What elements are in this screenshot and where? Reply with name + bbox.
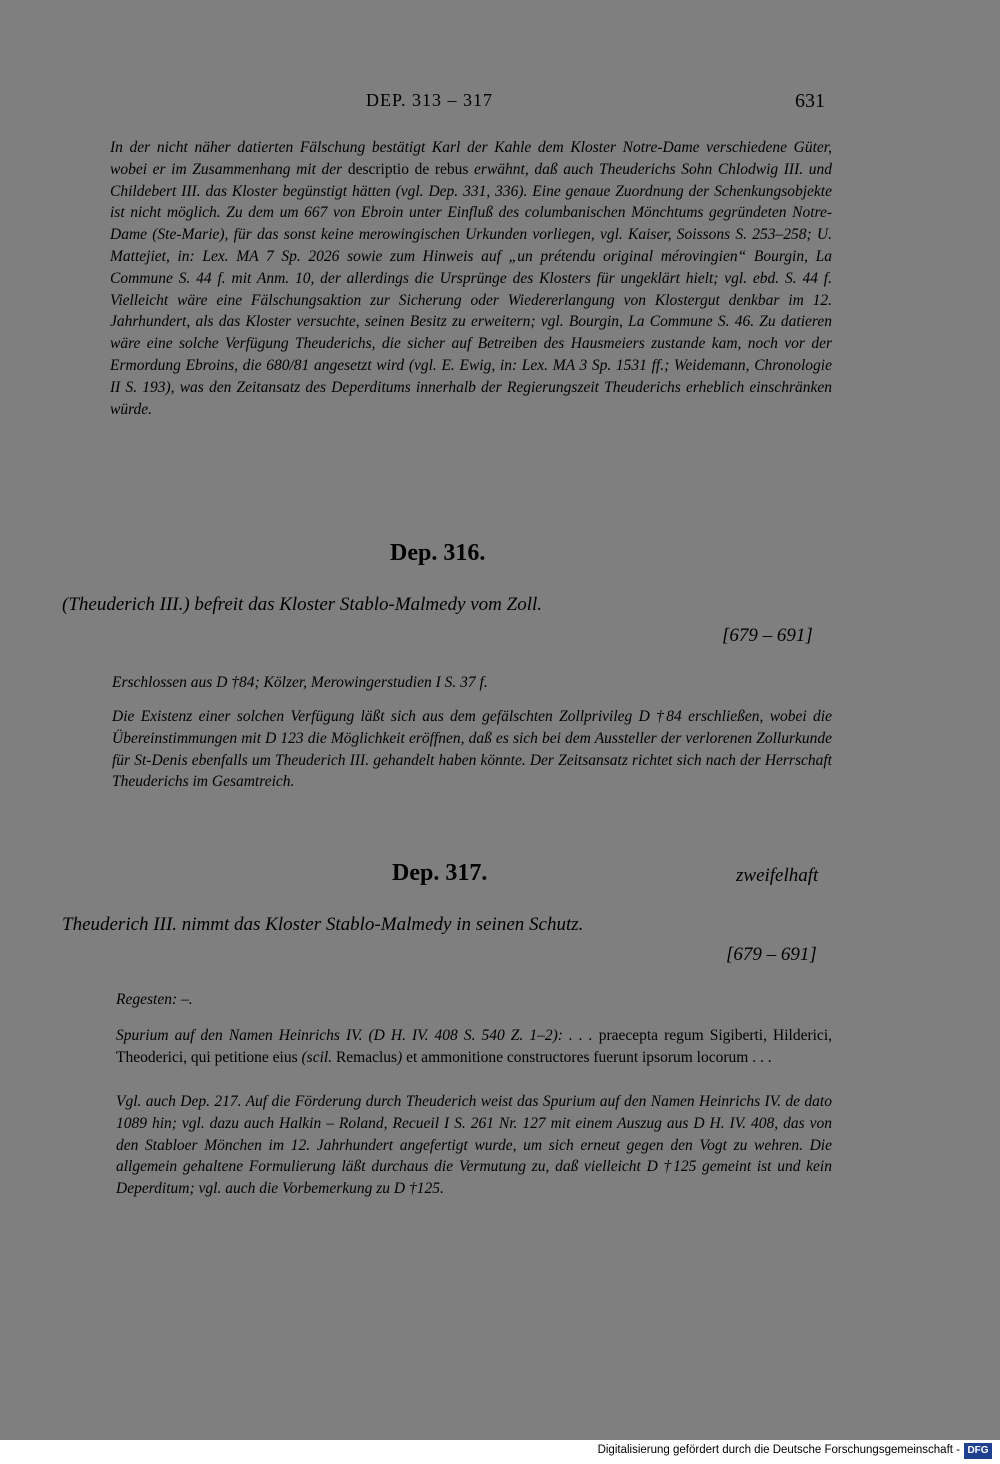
heading-dep-316: Dep. 316. (390, 540, 486, 566)
qualifier-dep-317: zweifelhaft (736, 865, 819, 886)
spurium-quote-dep-317 (116, 1025, 832, 1069)
regesten-note-dep-317: Regesten: –. (116, 991, 193, 1008)
source-note-dep-316: Erschlossen aus D †84; Kölzer, Merowingerstudien I S. 37 f. (112, 674, 488, 691)
commentary-line-2a: verschiedene Güter, wobei er im Zusammenhang mit der (110, 139, 832, 178)
dfg-logo[interactable]: DFG (964, 1443, 992, 1459)
running-title: DEP. 313 – 317 (366, 90, 494, 110)
date-dep-316: [679 – 691] (722, 625, 813, 646)
spurium-intro: Spurium auf den Namen Heinrichs IV. (D H. IV. 408 S. 540 Z. 1–2): . . . (116, 1027, 599, 1044)
descriptio-de-rebus: descriptio de rebus (347, 160, 469, 178)
date-dep-317: [679 – 691] (726, 944, 817, 965)
regest-dep-317: Theuderich III. nimmt das Kloster Stablo-Malmedy in seinen Schutz. (62, 914, 584, 935)
commentary-line-1: In der nicht näher datierten Fälschung bestätigt Karl der Kahle dem Kloster Notre-Dame (110, 139, 700, 156)
spurium-latin-2: et ammonitione constructores fuerunt ipsorum locorum . . . (402, 1048, 772, 1066)
commentary-line-2c: erwähnt, daß auch (468, 160, 594, 178)
commentary-rest: Theuderichs Sohn Chlodwig III. und Childebert III. das Kloster begünstigt hätten (vgl. Dep. 331, 336). Eine genaue Zuordnung der Schenkungsobjekte ist nicht möglich. Zu dem um 667 von Ebroin unter Einfluß des columbanischen Mönchtums gegründeten Notre-Dame (Ste-Marie), für das sonst keine merowingischen Urkunden vorliegen, vgl. Kaiser, Soissons S. 253–258; U. Mattejiet, in: Lex. MA 7 Sp. 2026 sowie zum Hinweis auf „un prétendu original mérovingien“ Bourgin, La Commune S. 44 f. mit Anm. 10, der allerdings die Ursprünge des Klosters für ungeklärt hielt; vgl. ebd. S. 44 f. Vielleicht wäre eine Fälschungsaktion zur Sicherung oder Wiedererlangung von Klostergut denkbar im 12. Jahrhundert, als das Kloster versuchte, seinen Besitz zu erweitern; vgl. Bourgin, La Commune S. 46. Zu datieren wäre eine solche Verfügung Theuderichs, die sicher auf Betreiben des Hausmeiers zustande kam, noch vor der Ermordung Ebroins, die 680/81 angesetzt wird (vgl. E. Ewig, in: Lex. MA 3 Sp. 1531 ff.; Weidemann, Chronologie II S. 193), was den Zeitansatz des Deperditums innerhalb der Regierungszeit Theuderichs erheblich einschränken würde. (110, 160, 832, 418)
footer-bar (0, 1440, 1000, 1464)
commentary-dep-316: Die Existenz einer solchen Verfügung läßt sich aus dem gefälschten Zollprivileg D †84 erschließen, wobei die Übereinstimmungen mit D 123 die Möglichkeit eröffnen, daß es sich bei dem Aussteller der verlorenen Zollurkunde für St-Denis ebenfalls um Theuderich III. gehandelt haben könnte. Der Zeitsansatz richtet sich nach der Herrschaft Theuderichs im Gesamtreich. (112, 708, 832, 791)
regest-dep-316: (Theuderich III.) befreit das Kloster Stablo-Malmedy vom Zoll. (62, 594, 543, 615)
spurium-latin-1: praecepta regum Sigiberti, Hilderici, Theoderici, qui petitione eius (116, 1027, 832, 1066)
commentary-dep-317: Vgl. auch Dep. 217. Auf die Förderung durch Theuderich weist das Spurium auf den Namen Heinrichs IV. de dato 1089 hin; vgl. dazu auch Halkin – Roland, Recueil I S. 261 Nr. 127 mit einem Auszug aus D H. IV. 408, das von den Stabloer Mönchen im 12. Jahrhundert angefertigt wurde, um sich erneut gegen den Vogt zu wehren. Die allgemein gehaltene Formulierung läßt durchaus die Vermutung zu, daß vielleicht D †125 gemeint ist und kein Deperditum; vgl. auch die Vorbemerkung zu D †125. (116, 1093, 832, 1198)
commentary-dep-315 (110, 137, 832, 420)
spurium-close-paren: ) (397, 1048, 403, 1066)
page-number: 631 (795, 90, 825, 112)
spurium-remaclus: Remaclus (335, 1048, 398, 1066)
spurium-scil: (scil. (301, 1048, 336, 1066)
heading-dep-317: Dep. 317. (392, 860, 488, 886)
funding-note: Digitalisierung gefördert durch die Deutsche Forschungsgemeinschaft - (597, 1444, 960, 1456)
